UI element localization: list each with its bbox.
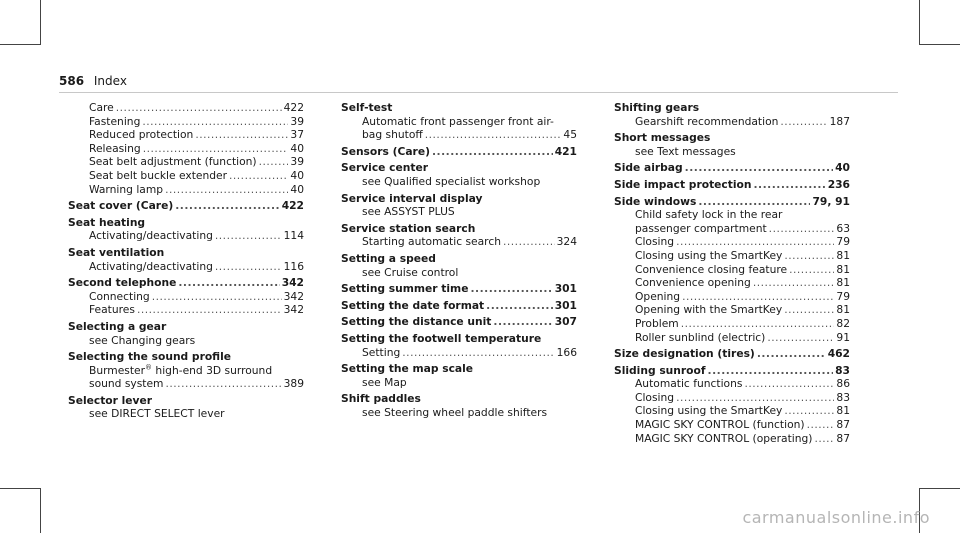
index-heading-label: Setting the date format [341, 298, 485, 312]
sub-entry-label: Problem [635, 316, 679, 330]
sub-entry [341, 346, 577, 360]
sub-entry-label: Closing using the SmartKey [635, 248, 783, 262]
sub-entry-label: Seat belt adjustment (function) [89, 155, 257, 169]
sub-entry-label: Fastening [89, 114, 141, 128]
leader-dots [142, 115, 288, 129]
sub-entry-continued-label: bag shutoff [362, 128, 423, 142]
index-heading [614, 178, 850, 192]
sub-entry-label: Burmester [89, 363, 146, 377]
page-ref: 462 [827, 347, 850, 361]
sub-entry-label: Closing [635, 235, 675, 249]
page-ref: 301 [554, 282, 577, 296]
page-ref: 40 [835, 161, 850, 175]
cross-reference: see Map [362, 375, 407, 389]
index-entry [341, 299, 577, 313]
index-entry [68, 394, 304, 421]
page-ref: 40 [290, 168, 304, 182]
sub-entry-label: Activating/deactivating [89, 229, 213, 243]
sub-entry [614, 404, 850, 418]
index-entry [341, 161, 577, 188]
leader-dots [789, 263, 834, 277]
sub-entry-label: Features [89, 303, 135, 317]
index-heading-label: Setting the footwell temperature [341, 331, 542, 345]
leader-dots [676, 391, 834, 405]
cross-reference: see ASSYST PLUS [362, 205, 455, 219]
index-entry [614, 195, 850, 345]
page-ref: 301 [554, 298, 577, 312]
index-entry [341, 101, 577, 142]
sub-entry-continued-label: passenger compartment [635, 221, 767, 235]
sub-entry-label-rest: high-end 3D surround [152, 363, 273, 377]
sub-entry [614, 391, 850, 405]
page-ref: 324 [556, 235, 577, 249]
sub-entry [68, 115, 304, 129]
index-heading-label: Size designation (tires) [614, 347, 755, 361]
index-heading-label: Seat cover (Care) [68, 199, 174, 213]
page-ref: 389 [283, 377, 304, 391]
index-entry [341, 145, 577, 159]
index-heading-label: Self-test [341, 101, 393, 114]
leader-dots [784, 249, 834, 263]
index-entry [68, 216, 304, 243]
index-heading [341, 145, 577, 159]
index-heading-label: Setting the map scale [341, 362, 474, 376]
index-column-1 [68, 101, 304, 421]
index-column-3 [614, 101, 850, 445]
index-entry [341, 192, 577, 219]
sub-entry-label: Connecting [89, 289, 150, 303]
leader-dots [143, 142, 289, 156]
page-ref: 86 [836, 377, 850, 391]
leader-dots [493, 315, 552, 329]
sub-entry [68, 364, 304, 378]
sub-entry-label: Warning lamp [89, 182, 164, 196]
sub-entry-label: Opening [635, 289, 681, 303]
sub-entry-continued [341, 128, 577, 142]
index-heading [68, 199, 304, 213]
index-heading [614, 195, 850, 209]
sub-entry-label: Reduced protection [89, 128, 194, 142]
cross-reference: see Steering wheel paddle shifters [362, 405, 548, 419]
page-ref: 342 [281, 276, 304, 290]
sub-entry [614, 208, 850, 222]
page-ref: 81 [836, 262, 850, 276]
page-ref: 81 [836, 276, 850, 290]
sub-entry [341, 115, 577, 129]
index-heading-label: Sensors (Care) [341, 144, 430, 158]
leader-dots [165, 377, 281, 391]
sub-entry-label: Activating/deactivating [89, 259, 213, 273]
index-heading-label: Second telephone [68, 276, 177, 290]
leader-dots [682, 290, 834, 304]
page-ref: 342 [283, 303, 304, 317]
leader-dots [486, 299, 553, 313]
index-heading-label: Setting a speed [341, 251, 436, 265]
cross-reference: see Text messages [635, 144, 736, 158]
page-number: 586 [59, 74, 85, 88]
leader-dots [432, 145, 553, 159]
index-entry [68, 199, 304, 213]
page-ref: 87 [836, 418, 850, 432]
index-heading-label: Setting the distance unit [341, 315, 492, 329]
cross-reference: see Qualified specialist workshop [362, 174, 541, 188]
sub-entry [614, 377, 850, 391]
cross-reference: see Changing gears [89, 333, 196, 347]
index-heading [341, 282, 577, 296]
watermark: carmanualsonline.info [742, 508, 930, 527]
sub-entry [614, 263, 850, 277]
index-heading-label: Sliding sunroof [614, 363, 706, 377]
page-ref: 422 [283, 101, 304, 114]
leader-dots [769, 222, 835, 236]
sub-entry [68, 169, 304, 183]
sub-entry-continued-label: sound system [89, 377, 164, 391]
cross-reference: see DIRECT SELECT lever [89, 407, 225, 421]
sub-entry [614, 317, 850, 331]
page-ref: 83 [835, 363, 850, 377]
leader-dots [754, 178, 826, 192]
index-heading [68, 246, 304, 260]
page-ref: 81 [836, 248, 850, 262]
index-heading-label: Selecting a gear [68, 319, 167, 333]
page-ref: 40 [290, 182, 304, 196]
index-entry [68, 101, 304, 196]
leader-dots [780, 115, 827, 129]
header-divider [59, 92, 898, 93]
index-column-2 [341, 101, 577, 419]
leader-dots [195, 128, 288, 142]
page-ref: 82 [836, 316, 850, 330]
sub-entry [68, 128, 304, 142]
leader-dots [814, 432, 834, 446]
sub-entry-label: Convenience opening [635, 276, 751, 290]
sub-entry-label: Gearshift recommendation [635, 114, 779, 128]
sub-entry-continued [614, 222, 850, 236]
sub-entry [341, 235, 577, 249]
index-entry [614, 178, 850, 192]
index-entry [68, 246, 304, 273]
sub-entry [68, 260, 304, 274]
index-entry [341, 315, 577, 329]
index-heading [614, 101, 850, 115]
page-ref: 63 [836, 221, 850, 235]
index-heading-label: Service center [341, 161, 428, 175]
page-ref: 79, 91 [812, 194, 850, 208]
sub-entry [68, 183, 304, 197]
leader-dots [757, 347, 826, 361]
leader-dots [708, 364, 834, 378]
index-heading-label: Short messages [614, 131, 711, 145]
sub-entry-label: Child safety lock in the rear [635, 208, 783, 222]
page-ref: 79 [836, 289, 850, 303]
sub-entry [614, 276, 850, 290]
sub-entry-label: MAGIC SKY CONTROL (operating) [635, 431, 813, 445]
index-heading-label: Seat heating [68, 215, 146, 229]
index-entry [341, 282, 577, 296]
index-entry [341, 392, 577, 419]
index-heading [68, 320, 304, 334]
index-heading [614, 131, 850, 145]
page-ref: 83 [836, 390, 850, 404]
page-ref: 81 [836, 303, 850, 317]
sub-entry-label: Seat belt buckle extender [89, 168, 227, 182]
sub-entry [614, 331, 850, 345]
page-ref: 166 [556, 345, 577, 359]
index-entry [68, 320, 304, 347]
page-ref: 91 [836, 330, 850, 344]
index-heading [341, 252, 577, 266]
leader-dots [753, 276, 835, 290]
leader-dots [402, 346, 554, 360]
leader-dots [229, 169, 288, 183]
registered-mark: ® [145, 363, 153, 372]
index-heading [614, 347, 850, 361]
leader-dots [178, 276, 279, 290]
page-ref: 79 [836, 235, 850, 249]
sub-entry-label: Care [89, 101, 114, 114]
index-heading [341, 161, 577, 175]
sub-entry-label: Starting automatic search [362, 235, 501, 249]
index-heading-label: Service interval display [341, 191, 483, 205]
leader-dots [215, 260, 282, 274]
leader-dots [175, 199, 279, 213]
index-heading [341, 192, 577, 206]
sub-entry [614, 115, 850, 129]
leader-dots [116, 101, 282, 115]
page-ref: 40 [290, 141, 304, 155]
page-ref: 422 [281, 199, 304, 213]
leader-dots [215, 229, 282, 243]
page-ref: 307 [554, 315, 577, 329]
leader-dots [152, 290, 282, 304]
sub-entry-label: Closing [635, 390, 675, 404]
sub-entry-label: Roller sunblind (electric) [635, 330, 766, 344]
index-heading [341, 362, 577, 376]
index-heading [68, 350, 304, 364]
section-title: Index [93, 74, 127, 88]
index-heading-label: Shift paddles [341, 392, 421, 406]
index-entry [614, 364, 850, 446]
leader-dots [685, 161, 833, 175]
index-heading-label: Setting summer time [341, 282, 469, 296]
sub-entry [614, 303, 850, 317]
cross-reference: see Cruise control [362, 265, 459, 279]
leader-dots [744, 377, 834, 391]
page-ref: 342 [283, 289, 304, 303]
sub-entry-continued [68, 377, 304, 391]
sub-entry [68, 155, 304, 169]
page-ref: 37 [290, 128, 304, 142]
index-heading [68, 276, 304, 290]
sub-entry [614, 249, 850, 263]
sub-entry [68, 101, 304, 115]
index-heading [68, 394, 304, 408]
index-heading [341, 315, 577, 329]
sub-entry [614, 418, 850, 432]
sub-entry-label: Closing using the SmartKey [635, 404, 783, 418]
page-ref: 39 [290, 114, 304, 128]
index-heading-label: Side airbag [614, 161, 683, 175]
index-heading [341, 299, 577, 313]
sub-entry [68, 290, 304, 304]
leader-dots [425, 128, 562, 142]
index-heading-label: Selecting the sound profile [68, 350, 232, 364]
index-entry [68, 350, 304, 391]
index-heading-label: Seat ventilation [68, 245, 165, 259]
index-heading [614, 364, 850, 378]
index-entry [341, 252, 577, 279]
leader-dots [165, 183, 288, 197]
index-heading [341, 332, 577, 346]
index-entry [341, 362, 577, 389]
page-ref: 236 [827, 177, 850, 191]
page-ref: 39 [290, 155, 304, 169]
index-heading [68, 216, 304, 230]
leader-dots [259, 155, 289, 169]
index-heading [614, 161, 850, 175]
index-entry [68, 276, 304, 317]
leader-dots [470, 282, 552, 296]
sub-entry [614, 432, 850, 446]
page-ref: 187 [829, 114, 850, 128]
leader-dots [784, 303, 834, 317]
page-ref: 87 [836, 431, 850, 445]
index-entry [614, 161, 850, 175]
page-ref: 421 [554, 144, 577, 158]
index-heading-label: Side impact protection [614, 177, 752, 191]
leader-dots [807, 418, 835, 432]
index-heading [341, 392, 577, 406]
page-ref: 116 [283, 259, 304, 273]
index-entry [614, 131, 850, 158]
sub-entry [68, 229, 304, 243]
leader-dots [784, 404, 834, 418]
sub-entry [68, 303, 304, 317]
sub-entry-label: Convenience closing feature [635, 262, 788, 276]
page-header [59, 74, 127, 88]
index-entry [614, 101, 850, 128]
page-ref: 114 [283, 229, 304, 243]
sub-entry-label: Setting [362, 345, 401, 359]
sub-entry [614, 290, 850, 304]
page-ref: 81 [836, 404, 850, 418]
leader-dots [676, 235, 834, 249]
index-entry [341, 332, 577, 359]
index-heading-label: Side windows [614, 194, 697, 208]
leader-dots [503, 235, 555, 249]
leader-dots [137, 303, 282, 317]
sub-entry [68, 142, 304, 156]
leader-dots [698, 195, 810, 209]
index-heading-label: Shifting gears [614, 101, 700, 114]
leader-dots [681, 317, 835, 331]
sub-entry-label: Releasing [89, 141, 141, 155]
page-ref: 45 [563, 128, 577, 142]
sub-entry-label: Automatic functions [635, 377, 743, 391]
index-heading-label: Service station search [341, 221, 476, 235]
sub-entry-label: Opening with the SmartKey [635, 303, 783, 317]
leader-dots [767, 331, 834, 345]
sub-entry-label: Automatic front passenger front air- [362, 114, 554, 128]
index-heading-label: Selector lever [68, 393, 153, 407]
sub-entry [614, 235, 850, 249]
index-heading [341, 222, 577, 236]
index-entry [614, 347, 850, 361]
index-entry [341, 222, 577, 249]
index-heading [341, 101, 577, 115]
sub-entry-label: MAGIC SKY CONTROL (function) [635, 418, 805, 432]
